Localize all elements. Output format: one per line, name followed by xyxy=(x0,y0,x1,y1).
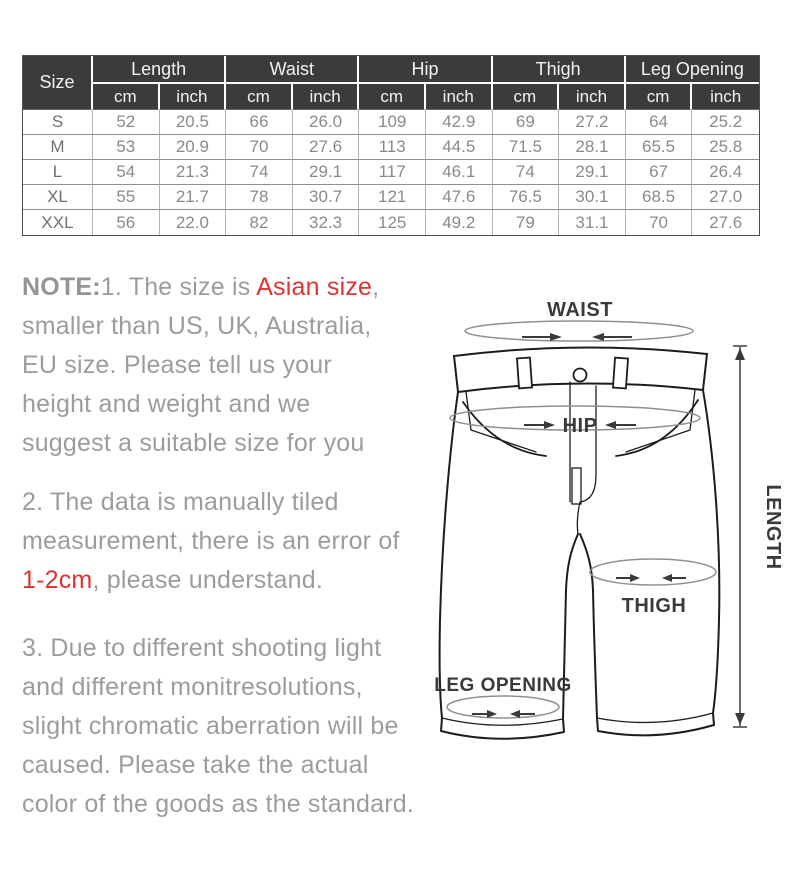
unit-header: inch xyxy=(160,84,227,110)
unit-header: inch xyxy=(692,84,759,110)
measurement-cell: 27.2 xyxy=(559,110,626,135)
unit-header: cm xyxy=(359,84,426,110)
measurement-cell: 78 xyxy=(226,185,293,210)
size-row-xl xyxy=(23,185,759,210)
measurement-cell: 109 xyxy=(359,110,426,135)
unit-header: cm xyxy=(93,84,160,110)
measurement-cell: 25.2 xyxy=(692,110,759,135)
measurement-cell: 46.1 xyxy=(426,160,493,185)
measurement-cell: 30.7 xyxy=(293,185,360,210)
measurement-cell: 44.5 xyxy=(426,135,493,160)
thigh-ellipse xyxy=(590,559,716,585)
measurement-cell: 67 xyxy=(626,160,693,185)
shorts-measurement-diagram xyxy=(430,290,790,750)
column-header-size: Size xyxy=(23,56,93,110)
measurement-cell: 64 xyxy=(626,110,693,135)
size-row-xxl xyxy=(23,210,759,235)
size-chart-body xyxy=(23,110,759,235)
size-cell: M xyxy=(23,135,93,160)
right-hem-bottom xyxy=(597,713,714,735)
measurement-cell: 26.4 xyxy=(692,160,759,185)
measurement-cell: 76.5 xyxy=(493,185,560,210)
unit-header: inch xyxy=(293,84,360,110)
note2-text-before: 2. The data is manually tiled measurement, there is an error of xyxy=(22,488,400,555)
length-annotation xyxy=(733,346,784,727)
measurement-cell: 52 xyxy=(93,110,160,135)
size-row-s xyxy=(23,110,759,135)
column-header-leg-opening: Leg Opening xyxy=(626,56,759,84)
thigh-annotation xyxy=(590,559,716,617)
right-inseam xyxy=(580,534,597,718)
leg-opening-arrowhead-left xyxy=(487,710,497,718)
button xyxy=(574,369,587,382)
measurement-cell: 29.1 xyxy=(559,160,626,185)
measurement-cell: 74 xyxy=(226,160,293,185)
belt-loop-right xyxy=(613,358,628,389)
thigh-arrowhead-right xyxy=(662,574,672,582)
measurement-cell: 56 xyxy=(93,210,160,235)
size-cell: S xyxy=(23,110,93,135)
fly-line-right xyxy=(580,386,596,502)
leg-opening-label: LEG OPENING xyxy=(434,675,572,696)
measurement-cell: 31.1 xyxy=(559,210,626,235)
waist-arrowhead-left xyxy=(550,333,562,341)
unit-header: cm xyxy=(493,84,560,110)
measurement-cell: 21.7 xyxy=(160,185,227,210)
measurement-cell: 25.8 xyxy=(692,135,759,160)
measurement-cell: 42.9 xyxy=(426,110,493,135)
length-arrowhead-top xyxy=(735,348,745,360)
measurement-cell: 49.2 xyxy=(426,210,493,235)
size-row-m xyxy=(23,135,759,160)
right-outer-seam xyxy=(703,390,719,713)
column-header-waist: Waist xyxy=(226,56,359,84)
measurement-cell: 27.6 xyxy=(692,210,759,235)
hip-arrowhead-left xyxy=(544,421,555,429)
highlight-asian-size: Asian size xyxy=(256,273,373,301)
measurement-cell: 55 xyxy=(93,185,160,210)
waist-arrowhead-right xyxy=(592,333,604,341)
measurement-cell: 26.0 xyxy=(293,110,360,135)
measurement-cell: 79 xyxy=(493,210,560,235)
unit-header: cm xyxy=(226,84,293,110)
thigh-arrowhead-left xyxy=(630,574,640,582)
measurement-cell: 54 xyxy=(93,160,160,185)
column-header-hip: Hip xyxy=(359,56,492,84)
size-chart-table xyxy=(22,55,760,236)
measurement-cell: 32.3 xyxy=(293,210,360,235)
note1-text-after: , smaller than US, UK, Australia, EU size. Please tell us your height and weight and we suggest a suitable size for you xyxy=(22,273,380,457)
note3-text: 3. Due to different shooting light and different monitresolutions, slight chromatic aberration will be caused. Please take the actual color of the goods as the standard. xyxy=(22,634,414,818)
left-outer-seam xyxy=(440,392,458,718)
leg-opening-annotation xyxy=(434,675,571,718)
note2-text-after: , please understand. xyxy=(92,566,324,594)
measurement-cell: 74 xyxy=(493,160,560,185)
hip-label: HIP xyxy=(562,415,598,437)
length-arrowhead-bottom xyxy=(735,713,745,725)
leg-opening-ellipse xyxy=(447,696,559,718)
measurement-cell: 30.1 xyxy=(559,185,626,210)
size-cell: XL xyxy=(23,185,93,210)
measurement-cell: 65.5 xyxy=(626,135,693,160)
right-hem-top xyxy=(597,713,713,722)
measurement-cell: 20.9 xyxy=(160,135,227,160)
note1-text-before: 1. The size is xyxy=(100,273,257,301)
measurement-cell: 20.5 xyxy=(160,110,227,135)
left-pocket-bag xyxy=(466,392,536,452)
size-row-l xyxy=(23,160,759,185)
size-cell: L xyxy=(23,160,93,185)
waist-annotation xyxy=(465,299,693,341)
measurement-cell: 22.0 xyxy=(160,210,227,235)
note-color-aberration xyxy=(22,629,426,824)
right-pocket-bag xyxy=(626,390,695,452)
measurement-cell: 82 xyxy=(226,210,293,235)
leg-opening-arrowhead-right xyxy=(510,710,520,718)
waist-label: WAIST xyxy=(547,299,613,321)
measurement-cell: 53 xyxy=(93,135,160,160)
unit-header: inch xyxy=(426,84,493,110)
measurement-cell: 121 xyxy=(359,185,426,210)
measurement-cell: 113 xyxy=(359,135,426,160)
measurement-cell: 70 xyxy=(626,210,693,235)
size-chart-head xyxy=(23,56,759,110)
measurement-cell: 70 xyxy=(226,135,293,160)
belt-loop-left xyxy=(517,358,532,389)
measurement-cell: 27.0 xyxy=(692,185,759,210)
measurement-cell: 125 xyxy=(359,210,426,235)
length-label: LENGTH xyxy=(762,484,784,570)
waist-ellipse xyxy=(465,321,693,341)
measurement-cell: 69 xyxy=(493,110,560,135)
column-header-thigh: Thigh xyxy=(493,56,626,84)
unit-header: inch xyxy=(559,84,626,110)
measurement-cell: 71.5 xyxy=(493,135,560,160)
note-prefix: NOTE: xyxy=(22,273,101,301)
measurement-cell: 29.1 xyxy=(293,160,360,185)
measurement-cell: 27.6 xyxy=(293,135,360,160)
highlight-error-range: 1-2cm xyxy=(22,566,93,594)
measurement-cell: 21.3 xyxy=(160,160,227,185)
size-cell: XXL xyxy=(23,210,93,235)
measurement-cell: 66 xyxy=(226,110,293,135)
column-header-length: Length xyxy=(93,56,226,84)
measurement-cell: 28.1 xyxy=(559,135,626,160)
measurement-cell: 68.5 xyxy=(626,185,693,210)
measurement-cell: 117 xyxy=(359,160,426,185)
thigh-label: THIGH xyxy=(621,595,687,617)
measurement-cell: 47.6 xyxy=(426,185,493,210)
fly-to-crotch xyxy=(577,502,580,534)
unit-header: cm xyxy=(626,84,693,110)
fly-placket xyxy=(572,468,581,504)
hip-annotation xyxy=(450,406,700,437)
note-measurement-error xyxy=(22,483,404,600)
hip-arrowhead-right xyxy=(605,421,616,429)
left-hem-top xyxy=(442,718,563,725)
note-asian-size xyxy=(22,268,404,463)
